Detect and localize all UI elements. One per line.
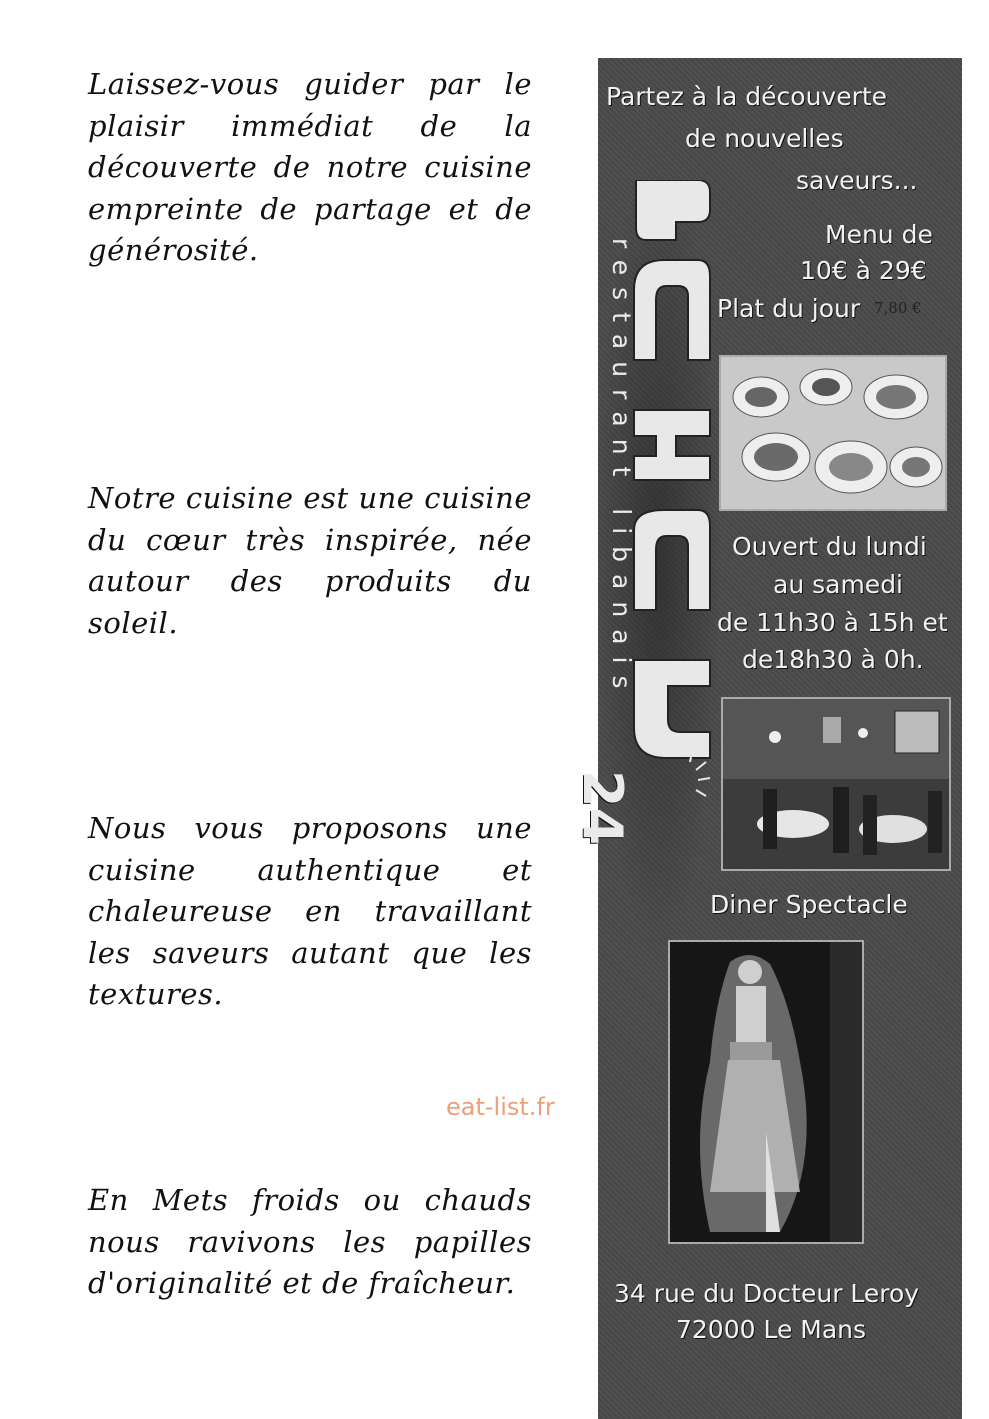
address-line2: 72000 Le Mans (676, 1315, 867, 1344)
address-line1: 34 rue du Docteur Leroy (614, 1279, 920, 1308)
hours-line2: au samedi (773, 570, 904, 599)
plat-price: 7,80 € (874, 299, 922, 317)
cuisine-paragraph: Notre cuisine est une cuisine du cœur très inspirée, née autour des produits du soleil. (88, 481, 532, 640)
watermark: eat-list.fr (446, 1093, 555, 1121)
menu-label: Menu de (825, 220, 933, 249)
restaurant-subtitle: restaurant libanais (607, 238, 636, 701)
hours-line3: de 11h30 à 15h et (717, 608, 948, 637)
diner-spectacle: Diner Spectacle (710, 890, 908, 919)
proposal-paragraph: Nous vous proposons une cuisine authentique et chaleureuse en travaillant les saveurs autant que les textures. (88, 811, 532, 1011)
tagline-line3: saveurs... (796, 166, 918, 195)
dishes-photo (719, 355, 947, 511)
menu-price: 10€ à 29€ (800, 256, 927, 285)
hours-line1: Ouvert du lundi (732, 532, 927, 561)
dining-room-photo (721, 697, 951, 871)
intro-paragraph: Laissez-vous guider par le plaisir immédiat de la découverte de notre cuisine empreinte de partage et de générosité. (88, 67, 532, 267)
mets-paragraph: En Mets froids ou chauds nous ravivons les papilles d'originalité et de fraîcheur. (88, 1183, 532, 1300)
plat-label: Plat du jour (717, 294, 861, 323)
hours-line4: de18h30 à 0h. (742, 645, 924, 674)
tagline-line2: de nouvelles (685, 124, 844, 153)
logo-number: 24 (571, 770, 634, 846)
dancer-photo (668, 940, 864, 1244)
tagline-line1: Partez à la découverte (606, 82, 888, 111)
